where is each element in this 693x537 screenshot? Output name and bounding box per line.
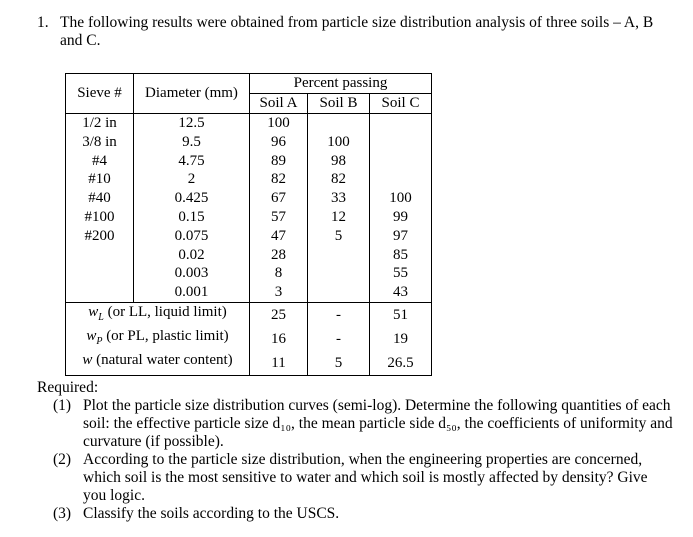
cell-diameter: 9.5 <box>134 132 250 151</box>
table-row <box>66 170 432 189</box>
required-item <box>53 451 673 505</box>
limit-text: (natural water content) <box>92 351 233 368</box>
cell-soil-c: 99 <box>370 208 432 227</box>
required-item-number: (1) <box>53 397 72 414</box>
cell-limit-soil-c: 19 <box>370 327 432 351</box>
cell-diameter: 0.003 <box>134 264 250 283</box>
cell-limit-soil-c: 26.5 <box>370 351 432 376</box>
cell-sieve: #4 <box>92 152 107 169</box>
table-row <box>66 264 432 283</box>
cell-soil-c: 97 <box>370 226 432 245</box>
table-row <box>66 189 432 208</box>
cell-soil-b: 82 <box>308 170 370 189</box>
limit-label <box>66 302 250 327</box>
cell-soil-b <box>308 245 370 264</box>
header-sieve: Sieve # <box>66 74 134 114</box>
limits-row <box>66 327 432 351</box>
limit-label <box>66 327 250 351</box>
cell-soil-b: 98 <box>308 151 370 170</box>
cell-sieve: 3/8 in <box>82 133 117 150</box>
header-percent-passing: Percent passing <box>250 74 432 94</box>
cell-diameter: 0.425 <box>134 189 250 208</box>
cell-soil-a: 47 <box>250 226 308 245</box>
cell-soil-c: 55 <box>370 264 432 283</box>
table-row <box>66 245 432 264</box>
required-item-text: Plot the particle size distribution curves (semi-log). Determine the following quantities of each soil: the effective particle size d₁₀, the mean particle side d₅₀, the coefficients of uniformity and curvature (if possible). <box>83 397 673 450</box>
header-soil-b: Soil B <box>308 93 370 113</box>
required-item <box>53 505 673 523</box>
cell-soil-b <box>308 264 370 283</box>
limit-text: (or LL, liquid limit) <box>103 303 227 320</box>
cell-soil-c <box>370 170 432 189</box>
cell-limit-soil-b: - <box>308 302 370 327</box>
cell-sieve: #40 <box>88 190 111 207</box>
particle-size-table <box>65 73 432 376</box>
table-body <box>66 113 432 302</box>
cell-soil-c: 85 <box>370 245 432 264</box>
cell-soil-a: 8 <box>250 264 308 283</box>
cell-diameter: 0.15 <box>134 208 250 227</box>
cell-sieve: #10 <box>88 171 111 188</box>
required-section <box>37 379 677 523</box>
table-row <box>66 226 432 245</box>
cell-diameter: 0.02 <box>134 245 250 264</box>
cell-soil-c: 43 <box>370 283 432 302</box>
required-item-text: Classify the soils according to the USCS. <box>83 505 340 522</box>
limit-label <box>66 351 250 376</box>
cell-soil-a: 96 <box>250 132 308 151</box>
limits-row <box>66 302 432 327</box>
limit-subscript: P <box>96 335 103 347</box>
limit-symbol: w <box>86 327 97 344</box>
cell-sieve: #200 <box>84 227 115 244</box>
cell-diameter: 0.075 <box>134 226 250 245</box>
cell-limit-soil-a: 11 <box>250 351 308 376</box>
cell-sieve: #100 <box>84 208 115 225</box>
cell-soil-a: 57 <box>250 208 308 227</box>
cell-soil-b: 5 <box>308 226 370 245</box>
required-item <box>53 397 673 451</box>
cell-soil-c <box>370 132 432 151</box>
cell-soil-c: 100 <box>370 189 432 208</box>
cell-diameter: 4.75 <box>134 151 250 170</box>
cell-sieve <box>66 264 134 283</box>
cell-soil-a: 89 <box>250 151 308 170</box>
limits-body <box>66 302 432 375</box>
cell-limit-soil-b: 5 <box>308 351 370 376</box>
required-item-number: (2) <box>53 451 72 468</box>
required-item-number: (3) <box>53 505 72 522</box>
limit-symbol: w <box>82 351 93 368</box>
cell-diameter: 2 <box>134 170 250 189</box>
table-row <box>66 283 432 302</box>
limits-row <box>66 351 432 376</box>
header-soil-a: Soil A <box>250 93 308 113</box>
header-soil-c: Soil C <box>370 93 432 113</box>
cell-soil-c <box>370 113 432 132</box>
cell-limit-soil-a: 25 <box>250 302 308 327</box>
cell-sieve <box>66 283 134 302</box>
limit-text: (or PL, plastic limit) <box>102 327 229 344</box>
cell-limit-soil-c: 51 <box>370 302 432 327</box>
cell-limit-soil-a: 16 <box>250 327 308 351</box>
cell-soil-a: 100 <box>250 113 308 132</box>
table-row <box>66 208 432 227</box>
cell-soil-b <box>308 113 370 132</box>
cell-soil-b: 12 <box>308 208 370 227</box>
table-row <box>66 151 432 170</box>
cell-soil-a: 67 <box>250 189 308 208</box>
table-row <box>66 132 432 151</box>
cell-sieve <box>66 245 134 264</box>
cell-soil-b <box>308 283 370 302</box>
cell-sieve: 1/2 in <box>82 114 117 131</box>
cell-soil-a: 82 <box>250 170 308 189</box>
limit-symbol: w <box>88 303 99 320</box>
cell-soil-a: 28 <box>250 245 308 264</box>
table-row <box>66 113 432 132</box>
cell-diameter: 12.5 <box>134 113 250 132</box>
limit-subscript: L <box>98 311 104 323</box>
required-title: Required: <box>37 379 99 396</box>
cell-soil-b: 33 <box>308 189 370 208</box>
question-text: The following results were obtained from particle size distribution analysis of three soils – A, B and C. <box>60 14 654 49</box>
required-item-text: According to the particle size distribution, when the engineering properties are concerned, which soil is the most sensitive to water and which soil is mostly affected by density? Give you logic. <box>83 451 648 504</box>
header-diameter: Diameter (mm) <box>134 74 250 114</box>
required-list <box>37 397 677 523</box>
cell-limit-soil-b: - <box>308 327 370 351</box>
cell-soil-a: 3 <box>250 283 308 302</box>
cell-soil-c <box>370 151 432 170</box>
question-number: 1. <box>37 14 49 31</box>
cell-diameter: 0.001 <box>134 283 250 302</box>
cell-soil-b: 100 <box>308 132 370 151</box>
